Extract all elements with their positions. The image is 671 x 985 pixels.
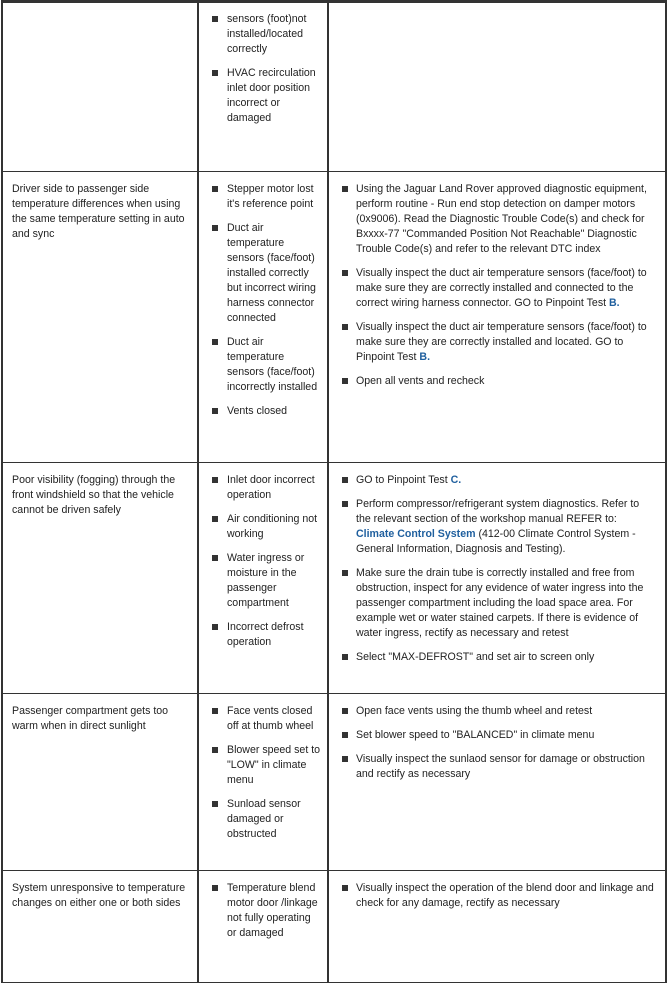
symptom-text: Poor visibility (fogging) through the front windshield so that the vehicle cannot be driven safely — [12, 473, 176, 516]
table-row — [2, 462, 666, 693]
cause-item: Sunload sensor damaged or obstructed — [199, 797, 321, 842]
action-item: Visually inspect the operation of the blend door and linkage and check for any damage, rectify as necessary — [329, 881, 655, 911]
action-item: Select "MAX-DEFROST" and set air to screen only — [329, 650, 655, 665]
table-row — [2, 1, 666, 171]
causes-cell — [198, 693, 328, 870]
symptom-cell — [2, 1, 198, 171]
action-item: GO to Pinpoint Test C. — [329, 473, 655, 488]
causes-cell — [198, 870, 328, 982]
cause-item: Face vents closed off at thumb wheel — [199, 704, 321, 734]
cause-item: Duct air temperature sensors (face/foot) installed correctly but incorrect wiring harness connector connected — [199, 221, 321, 326]
cause-item: Incorrect defrost operation — [199, 620, 321, 650]
causes-cell — [198, 462, 328, 693]
actions-cell — [328, 693, 666, 870]
cause-item: sensors (foot)not installed/located correctly — [199, 12, 321, 57]
symptom-text: System unresponsive to temperature changes on either one or both sides — [12, 881, 186, 909]
cause-item: Inlet door incorrect operation — [199, 473, 321, 503]
action-item: Using the Jaguar Land Rover approved diagnostic equipment, perform routine - Run end stop detection on damper motors (0x9006). Read the Diagnostic Trouble Code(s) and check for Bxxxx-77 "Commanded Position Not Reachable" Diagnostic Trouble Code(s) and refer to the relevant DTC index — [329, 182, 655, 257]
causes-cell — [198, 171, 328, 462]
action-item: Perform compressor/refrigerant system diagnostics. Refer to the relevant section of the workshop manual REFER to: Climate Control System (412-00 Climate Control System - General Information, Diagnosis and Testing). — [329, 497, 655, 557]
climate-control-system-link[interactable]: Climate Control System — [356, 527, 476, 540]
symptom-cell — [2, 870, 198, 982]
actions-cell — [328, 171, 666, 462]
causes-cell — [198, 1, 328, 171]
symptom-text: Passenger compartment gets too warm when in direct sunlight — [12, 704, 169, 732]
symptom-cell — [2, 693, 198, 870]
cause-item: Air conditioning not working — [199, 512, 321, 542]
actions-cell — [328, 870, 666, 982]
action-item: Set blower speed to "BALANCED" in climate menu — [329, 728, 655, 743]
action-item: Visually inspect the sunlaod sensor for damage or obstruction and rectify as necessary — [329, 752, 655, 782]
diagnosis-table — [1, 0, 667, 983]
cause-item: Water ingress or moisture in the passenger compartment — [199, 551, 321, 611]
actions-cell — [328, 462, 666, 693]
symptom-text: Driver side to passenger side temperature differences when using the same temperature setting in auto and sync — [12, 182, 185, 240]
action-item: Make sure the drain tube is correctly installed and free from obstruction, inspect for any evidence of water ingress into the passenger compartment including the load space area. For example wet or water stained carpets. If there is evidence of water ingress, rectify as necessary and retest — [329, 566, 655, 641]
action-item: Visually inspect the duct air temperature sensors (face/foot) to make sure they are correctly installed and connected to the correct wiring harness connector. GO to Pinpoint Test B. — [329, 266, 655, 311]
symptom-cell — [2, 171, 198, 462]
table-row — [2, 171, 666, 462]
cause-item: Temperature blend motor door /linkage not fully operating or damaged — [199, 881, 321, 941]
table-row — [2, 870, 666, 982]
pinpoint-test-link[interactable]: C — [450, 473, 459, 486]
symptom-cell — [2, 462, 198, 693]
cause-item: HVAC recirculation inlet door position incorrect or damaged — [199, 66, 321, 126]
table-row — [2, 693, 666, 870]
cause-item: Blower speed set to "LOW" in climate menu — [199, 743, 321, 788]
action-item: Open face vents using the thumb wheel and retest — [329, 704, 655, 719]
pinpoint-test-link[interactable]: B — [609, 296, 617, 309]
action-item: Visually inspect the duct air temperature sensors (face/foot) to make sure they are correctly installed and located. GO to Pinpoint Test B. — [329, 320, 655, 365]
cause-item: Vents closed — [199, 404, 321, 419]
actions-cell — [328, 1, 666, 171]
cause-item: Duct air temperature sensors (face/foot) incorrectly installed — [199, 335, 321, 395]
cause-item: Stepper motor lost it's reference point — [199, 182, 321, 212]
action-item: Open all vents and recheck — [329, 374, 655, 389]
pinpoint-test-link[interactable]: B — [419, 350, 428, 363]
